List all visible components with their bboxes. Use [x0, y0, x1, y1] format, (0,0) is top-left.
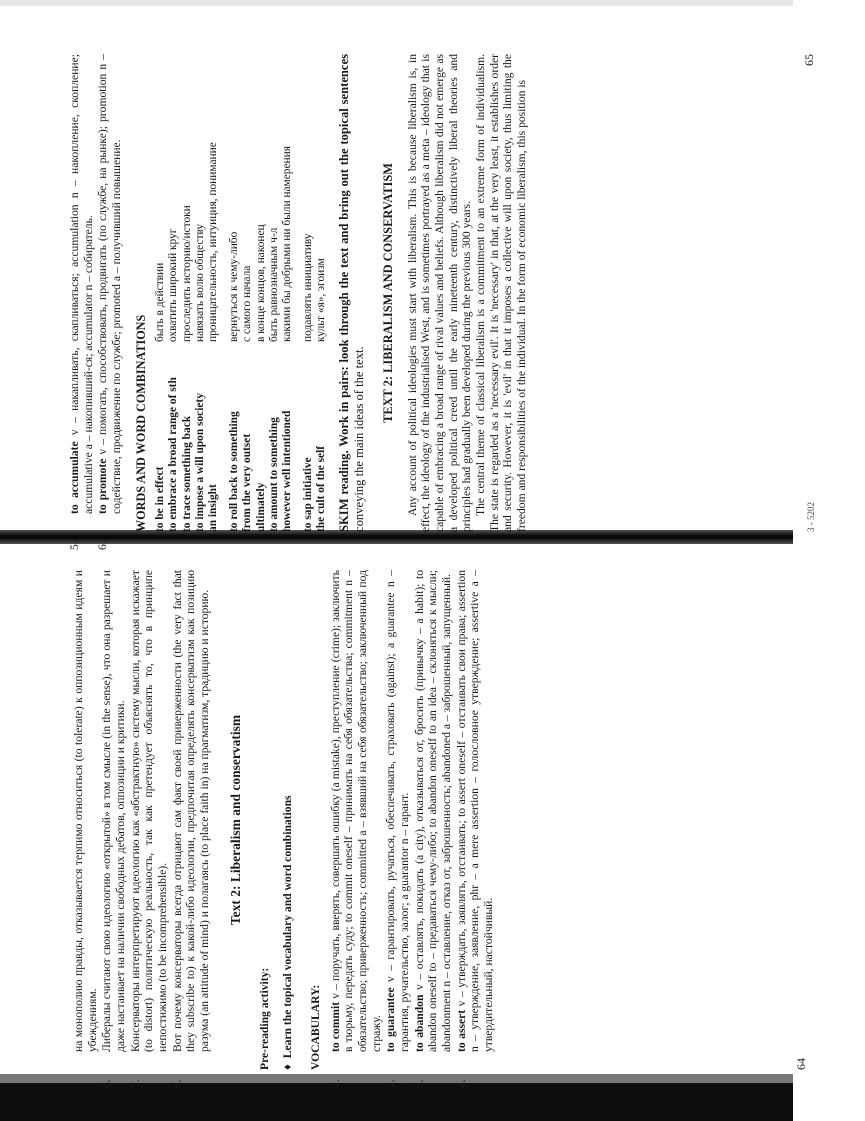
vocabulary-label: VOCABULARY: [308, 984, 322, 1070]
skim-bold: SKIM reading. Work in pairs: look through the text and bring out the topical sentences [336, 54, 351, 532]
combination-english: to be in effect [154, 466, 167, 532]
combination-russian: навязать волю обществу [193, 223, 206, 342]
entry-text: v – утверждать, заявлять, отстаивать; to assert oneself – отстаивать свои права; assertion n – утверждение, заявление, phr – a mere assertion – голословное утверждение; assertive a – утвердительный, настойчивый. [454, 569, 496, 1052]
entry-number: 2. [384, 1079, 398, 1088]
text-title: Text 2: Liberalism and conservatism [227, 714, 243, 926]
word-combinations-table [154, 54, 329, 532]
combination-english: to trace something back [180, 415, 193, 532]
entry-word: to commit [328, 1001, 342, 1052]
combination-russian: проследить историю/истоки [180, 205, 193, 342]
word-combination-row [154, 54, 167, 532]
combination-english: however well intentioned [281, 410, 294, 532]
book-spine-shadow [0, 530, 793, 544]
item-number: 6. [100, 1079, 114, 1088]
left-page [72, 569, 865, 1088]
vocab-entry-2 [384, 570, 412, 1088]
entry-text: v – помогать, способствовать, продвигать (по службе, на рынке); promotion n – содействие, продвижение по службе; promoted a – получивший повышение. [96, 54, 124, 514]
group-spacer [220, 54, 228, 532]
list-item-8 [170, 570, 212, 1088]
combination-english: to amount to something [267, 417, 280, 532]
continued-text [72, 570, 99, 1070]
group-spacer [294, 54, 302, 532]
combination-english: from the very outset [241, 433, 254, 532]
combination-english: to sap initiative [302, 457, 315, 532]
combination-russian: культ «я», эгоизм [315, 258, 328, 342]
entry-text: v – гарантировать, ручаться, обеспечивать, страховать (against); a guarantee n – гарантия, ручательство, залог; a guarantor n – гарант. [384, 570, 412, 1052]
entry-number: 5. [68, 541, 81, 550]
item-text: Вот почему консерваторы всегда отрицают сам факт своей приверженности (the very fact that they subscribe to) к какой-либо идеологии, предпочитая определять консерватизм как позицию разума (an attitude of mind) и полагаясь (to place faith in) на прагматизм, традицию и историю. [170, 570, 212, 1052]
entry-number: 1. [328, 1079, 342, 1088]
entry-number: 6. [96, 541, 110, 550]
entry-number: 4. [454, 1079, 468, 1088]
word-combination-row [241, 54, 254, 532]
word-combinations-heading: WORDS AND WORD COMBINATIONS [133, 314, 148, 532]
combination-english: an insight [206, 484, 219, 532]
entry-word: to abandon [412, 994, 426, 1052]
skim-rest: conveying the main ideas of the text. [351, 346, 366, 532]
word-combination-row [181, 54, 194, 532]
combination-english: to embrace a broad range of sth [167, 377, 180, 532]
entry-number: 3. [412, 1079, 426, 1088]
combination-english: ultimately [254, 482, 267, 532]
combination-russian: быть в действии [154, 262, 167, 342]
word-combination-row [167, 54, 180, 532]
learn-instruction [281, 570, 295, 1070]
printer-code: 3 - 5202 [806, 502, 816, 532]
list-item-7 [128, 570, 170, 1088]
combination-english: to impose a will upon society [193, 393, 206, 532]
word-combination-row [194, 54, 207, 532]
learn-line: Learn the topical vocabulary and word combinations [281, 795, 295, 1059]
entry-text: v – накапливать, скапливаться; accumulation n – накопление, скопление; accumulative a – накопивший-ся; accumulator n – собиратель. [68, 54, 95, 514]
text2-heading: TEXT 2: LIBERALISM AND CONSERVATISM [380, 163, 395, 423]
scan-top-strip [0, 0, 793, 6]
scan-binding-edge [0, 1083, 793, 1121]
skim-instruction [337, 54, 367, 532]
right-page [68, 54, 861, 550]
entry-word: to guarantee [384, 987, 398, 1052]
word-combination-row [315, 54, 328, 532]
item-number: 8. [170, 1079, 184, 1088]
entry-word: to promote [96, 458, 110, 514]
vocab-entry-3 [412, 570, 454, 1088]
cont-line-2: (to tolerate) к оппозиционным идеям и убеждениям. [72, 570, 99, 1052]
word-combination-row [255, 54, 268, 532]
combination-russian: быть равнозначным ч-л [267, 227, 280, 342]
combination-russian: охватить широкий круг [167, 228, 180, 342]
word-combination-row [207, 54, 220, 532]
paragraph-2: The central theme of classical liberalism is a commitment to an extreme form of individualism. The state is regarded as a 'necessary evil'. It is 'necessary' in that, at the very least, it establishes order and security. However, it is 'evil' in that it imposes a collective will upon society, thus limiting the freedom and responsibilities of the individual. In the form of economic liberalism, this position is [473, 54, 528, 532]
entry-word: to accumulate [68, 441, 81, 514]
vocab-entry-1 [328, 570, 384, 1088]
combination-english: the cult of the self [315, 445, 328, 532]
item-text: Либералы считают свою идеологию «открытой» в том смысле (in the sense), что она разрешает и даже настаивает на наличии свободных дебатов, оппозиции и критики. [100, 570, 128, 1052]
word-combination-row [281, 54, 294, 532]
page-number-right: 65 [802, 54, 816, 66]
entry-text: v – поручать, вверять, совершать ошибку (a mistake), преступление (crime); заключить в тюрьму, передать суду; to commit oneself – принимать на себя обязательства; commitment n – обязательство; приверженность; committed a – взявший на себя обязательство; заключенный под стражу. [328, 570, 383, 1052]
page-number-left: 64 [794, 1058, 808, 1070]
vocab-entry-4 [454, 569, 496, 1088]
vocab-entry-6 [96, 54, 124, 550]
combination-russian: проницательность, интуиция, понимание [206, 142, 219, 342]
word-combination-row [268, 54, 281, 532]
combination-russian: подавлять инициативу [302, 233, 315, 342]
entry-word: to assert [454, 1009, 468, 1052]
combination-russian: какими бы добрыми ни были намерения [281, 146, 294, 342]
combination-russian: в конце концов, наконец [254, 224, 267, 342]
paragraph-1: Any account of political ideologies must start with liberalism. This is because liberalism is, in effect, the ideology of the industrialised West, and is sometimes portrayed as a meta – ideology that is capable of embracing a broad range of rival values and beliefs. Although liberalism did not emerge as a developed political creed until the early nineteenth century, distinctively liberal theories and principles had gradually been developed during the previous 300 years. [405, 54, 474, 532]
cont-line-1: на монополию правды, отказывается терпимо относиться [72, 764, 85, 1052]
item-text: Консерваторы интерпретируют идеологию как «абстрактную» систему мысли, которая искажает (to distort) политическую реальность, так как претендует объяснять то, что в принципе непостижимо (to be incomprehensible). [128, 570, 170, 1052]
vocab-entry-5 [68, 54, 95, 550]
pre-reading-label: Pre-reading activity: [257, 967, 271, 1070]
list-item-6 [100, 570, 128, 1088]
word-combination-row [228, 54, 241, 532]
combination-russian: с самого начала [241, 265, 254, 342]
bullet-diamond-icon: ♦ [281, 1064, 295, 1070]
word-combination-row [302, 54, 315, 532]
combination-russian: вернуться к чему-либо [228, 231, 241, 342]
entry-text: v – оставлять, покидать (a city), отказываться от, бросить (привычку – a habit); to abandon oneself to – предаваться чему-либо; to abandon oneself to an idea – склоняться к мысли; abandonment n – оставление, отказ от, заброшенность; abandoned a – заброшенный, запущенный. [412, 570, 454, 1052]
item-number: 7. [128, 1079, 142, 1088]
combination-english: to roll back to something [228, 411, 241, 532]
